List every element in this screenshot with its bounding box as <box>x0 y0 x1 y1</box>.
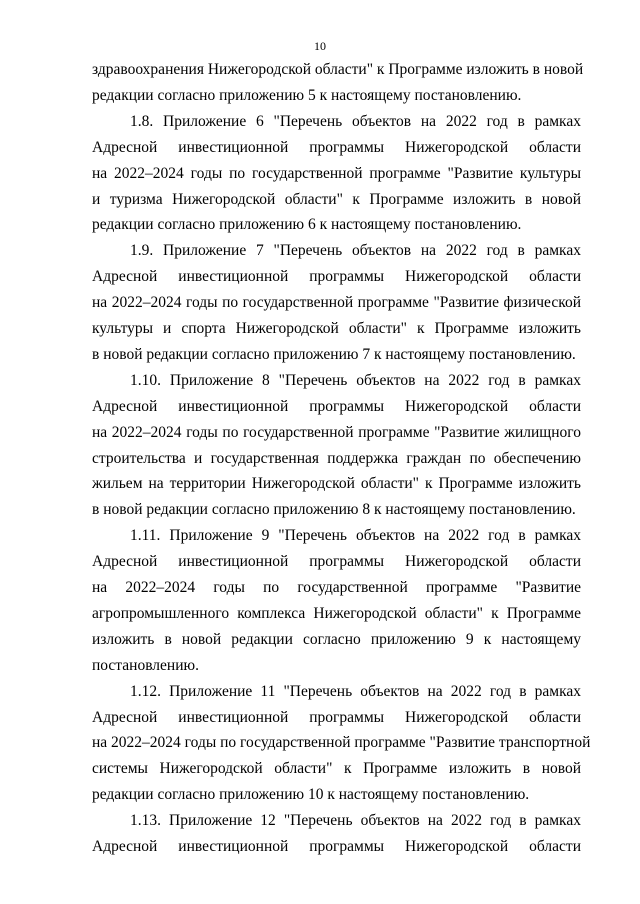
text-line: Адресной инвестиционной программы Нижегородской области <box>92 838 581 855</box>
text-line: Адресной инвестиционной программы Нижегородской области <box>92 397 581 415</box>
text-line: на 2022–2024 годы по государственной программе "Развитие <box>92 579 581 596</box>
page-number: 10 <box>314 39 326 53</box>
text-line: Адресной инвестиционной программы Нижегородской области <box>92 268 581 286</box>
text-line: системы Нижегородской области" к Программе изложить в новой <box>92 760 581 778</box>
text-line: изложить в новой редакции согласно приложению 9 к настоящему <box>92 630 581 648</box>
text-line: и туризма Нижегородской области" к Программе изложить в новой <box>92 190 581 208</box>
text-line: 1.8. Приложение 6 "Перечень объектов на 2022 год в рамках <box>130 112 581 130</box>
text-line: Адресной инвестиционной программы Нижегородской области <box>92 138 581 156</box>
text-line: Адресной инвестиционной программы Нижегородской области <box>92 708 581 726</box>
text-line: постановлению. <box>92 656 199 674</box>
text-line: на 2022–2024 годы по государственной программе "Развитие жилищного <box>92 423 581 441</box>
text-line: редакции согласно приложению 6 к настоящему постановлению. <box>92 216 522 234</box>
text-line: 1.9. Приложение 7 "Перечень объектов на 2022 год в рамках <box>130 242 581 260</box>
text-line: агропромышленного комплекса Нижегородской области" к Программе <box>92 604 581 622</box>
text-line: на 2022–2024 годы по государственной программе "Развитие физической <box>92 294 581 312</box>
text-line: на 2022–2024 годы по государственной программе "Развитие транспортной <box>92 734 591 752</box>
text-line: в новой редакции согласно приложению 7 к настоящему постановлению. <box>92 345 576 363</box>
text-line: 1.13. Приложение 12 "Перечень объектов на 2022 год в рамках <box>130 812 581 830</box>
text-line: 1.11. Приложение 9 "Перечень объектов на 2022 год в рамках <box>130 527 581 545</box>
text-line: редакции согласно приложению 10 к настоящему постановлению. <box>92 786 530 804</box>
text-line: 1.12. Приложение 11 "Перечень объектов на 2022 год в рамках <box>130 682 581 700</box>
text-line: Адресной инвестиционной программы Нижегородской области <box>92 553 581 571</box>
text-line: здравоохранения Нижегородской области" к Программе изложить в новой <box>92 61 584 78</box>
text-line: в новой редакции согласно приложению 8 к настоящему постановлению. <box>92 501 576 519</box>
text-line: культуры и спорта Нижегородской области" к Программе изложить <box>92 320 581 337</box>
text-line: 1.10. Приложение 8 "Перечень объектов на 2022 год в рамках <box>130 371 581 389</box>
text-line: жильем на территории Нижегородской области" к Программе изложить <box>92 475 581 493</box>
text-line: строительства и государственная поддержка граждан по обеспечению <box>92 449 581 467</box>
text-line: на 2022–2024 годы по государственной программе "Развитие культуры <box>92 164 581 182</box>
text-line: редакции согласно приложению 5 к настоящему постановлению. <box>92 86 522 104</box>
